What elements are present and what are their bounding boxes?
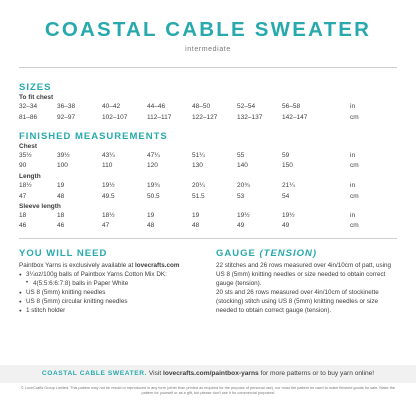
footer-text-after: for more patterns or to buy yarn online!	[258, 370, 375, 377]
unit-label: cm	[350, 114, 359, 121]
unit-label: in	[350, 152, 356, 159]
measurement-value: 44–46	[147, 103, 166, 110]
measurement-value: 49	[237, 222, 245, 229]
footer-link[interactable]: lovecrafts.com/paintbox-yarns	[163, 370, 259, 377]
measurement-value: 46	[19, 222, 27, 229]
measurement-value: 48	[192, 222, 200, 229]
measurement-value: 46	[57, 222, 65, 229]
measurement-value: 120	[147, 162, 158, 169]
measurement-value: 122–127	[192, 114, 218, 121]
measurement-value: 56–58	[282, 103, 301, 110]
measurement-value: 19	[147, 212, 155, 219]
measurement-value: 49.5	[102, 193, 115, 200]
measurement-value: 18½	[19, 182, 32, 189]
measurement-value: 81–86	[19, 114, 38, 121]
measurement-value: 48–50	[192, 103, 211, 110]
measurement-value: 19½	[282, 212, 295, 219]
measurement-value: 20¼	[192, 182, 205, 189]
footer-text-before: Visit	[147, 370, 164, 377]
gauge-paragraph-2: 20 sts and 26 rows measured over 4in/10cm of stockinette (stocking) stitch using US 8 (5mm) knitting needles or size needed to obtain correct gauge (tension).	[216, 289, 379, 314]
material-item: ● 1 stitch holder	[19, 306, 204, 315]
measurement-value: 52–54	[237, 103, 256, 110]
measurement-value: 18	[19, 212, 27, 219]
measurement-value: 142–147	[282, 114, 308, 121]
measurement-value: 59	[282, 152, 290, 159]
divider	[19, 67, 397, 68]
availability-intro: Paintbox Yarns is exclusively available at	[19, 262, 135, 269]
measurement-value: 102–107	[102, 114, 128, 121]
measurement-value: 150	[282, 162, 293, 169]
measurement-value: 51.5	[192, 193, 205, 200]
measurement-value: 19¾	[147, 182, 160, 189]
measurement-value: 90	[19, 162, 27, 169]
measurement-value: 47¼	[147, 152, 160, 159]
unit-label: in	[350, 103, 356, 110]
material-item: ● US 8 (5mm) knitting needles	[19, 288, 204, 297]
measurement-value: 19½	[102, 182, 115, 189]
measurement-value: 39½	[57, 152, 70, 159]
chest-label: Chest	[19, 143, 38, 150]
pattern-title: COASTAL CABLE SWEATER	[44, 18, 372, 41]
materials-block	[19, 261, 204, 315]
measurement-value: 100	[57, 162, 68, 169]
measurement-value: 32–34	[19, 103, 38, 110]
sleeve-length-label: Sleeve length	[19, 203, 61, 210]
measurement-value: 35½	[19, 152, 32, 159]
measurement-value: 130	[192, 162, 203, 169]
measurement-value: 43¼	[102, 152, 115, 159]
measurement-value: 110	[102, 162, 113, 169]
measurement-value: 19½	[237, 212, 250, 219]
lovecrafts-link[interactable]: lovecrafts.com	[134, 262, 180, 269]
measurement-value: 48	[147, 222, 155, 229]
measurement-value: 140	[237, 162, 248, 169]
footer-brand: COASTAL CABLE SWEATER.	[41, 370, 148, 377]
unit-label: cm	[350, 162, 359, 169]
length-label: Length	[19, 173, 41, 180]
measurement-value: 48	[57, 193, 65, 200]
footer-bar	[0, 365, 416, 383]
measurement-value: 50.5	[147, 193, 160, 200]
to-fit-chest-label: To fit chest	[19, 94, 54, 101]
copyright-notice: © LoveCrafts Group Limited. This pattern may not be resold or reproduced in any form (other than printed as required for the purpose of personal use), nor must the pattern be used to make finished goods for sale. Make the pattern for yourself or as a gift, but please don't use it for commercial purposes!	[21, 386, 395, 395]
measurement-value: 132–137	[237, 114, 263, 121]
gauge-paragraph-1: 22 stitches and 26 rows measured over 4in/10cm of patt, using US 8 (5mm) knitting needles or size needed to obtain correct gauge (tension).	[216, 262, 392, 287]
unit-label: cm	[350, 193, 359, 200]
measurement-value: 36–38	[57, 103, 76, 110]
measurement-value: 54	[282, 193, 290, 200]
measurement-value: 112–117	[147, 114, 172, 121]
measurement-value: 47	[19, 193, 27, 200]
unit-label: in	[350, 212, 356, 219]
measurement-value: 18½	[102, 212, 115, 219]
material-item: ● 3¼oz/100g balls of Paintbox Yarns Cotton Mix DK:	[19, 270, 204, 279]
finished-measurements-heading: FINISHED MEASUREMENTS	[19, 131, 168, 142]
measurement-value: 21¼	[282, 182, 295, 189]
measurement-value: 49	[282, 222, 290, 229]
measurement-value: 47	[102, 222, 110, 229]
measurement-value: 40–42	[102, 103, 121, 110]
material-item: • 4(5:5:6:6:7:8) balls in Paper White	[19, 279, 204, 288]
measurement-value: 55	[237, 152, 245, 159]
measurement-value: 18	[57, 212, 65, 219]
gauge-heading-main: GAUGE	[216, 248, 260, 259]
measurement-value: 20¾	[237, 182, 250, 189]
gauge-heading	[216, 248, 317, 259]
measurement-value: 92–97	[57, 114, 76, 121]
material-item: ● US 8 (5mm) circular knitting needles	[19, 297, 204, 306]
measurement-value: 53	[237, 193, 245, 200]
gauge-block	[216, 261, 398, 315]
gauge-heading-italic: (TENSION)	[259, 248, 318, 259]
you-will-need-heading: YOU WILL NEED	[19, 248, 108, 259]
unit-label: cm	[350, 222, 359, 229]
difficulty-level: intermediate	[185, 46, 231, 53]
availability-text	[19, 261, 204, 270]
measurement-value: 19	[192, 212, 200, 219]
measurement-value: 51¼	[192, 152, 205, 159]
measurement-value: 19	[57, 182, 65, 189]
materials-list	[19, 270, 204, 315]
divider	[19, 238, 397, 239]
unit-label: in	[350, 182, 356, 189]
sizes-heading: SIZES	[19, 82, 52, 93]
